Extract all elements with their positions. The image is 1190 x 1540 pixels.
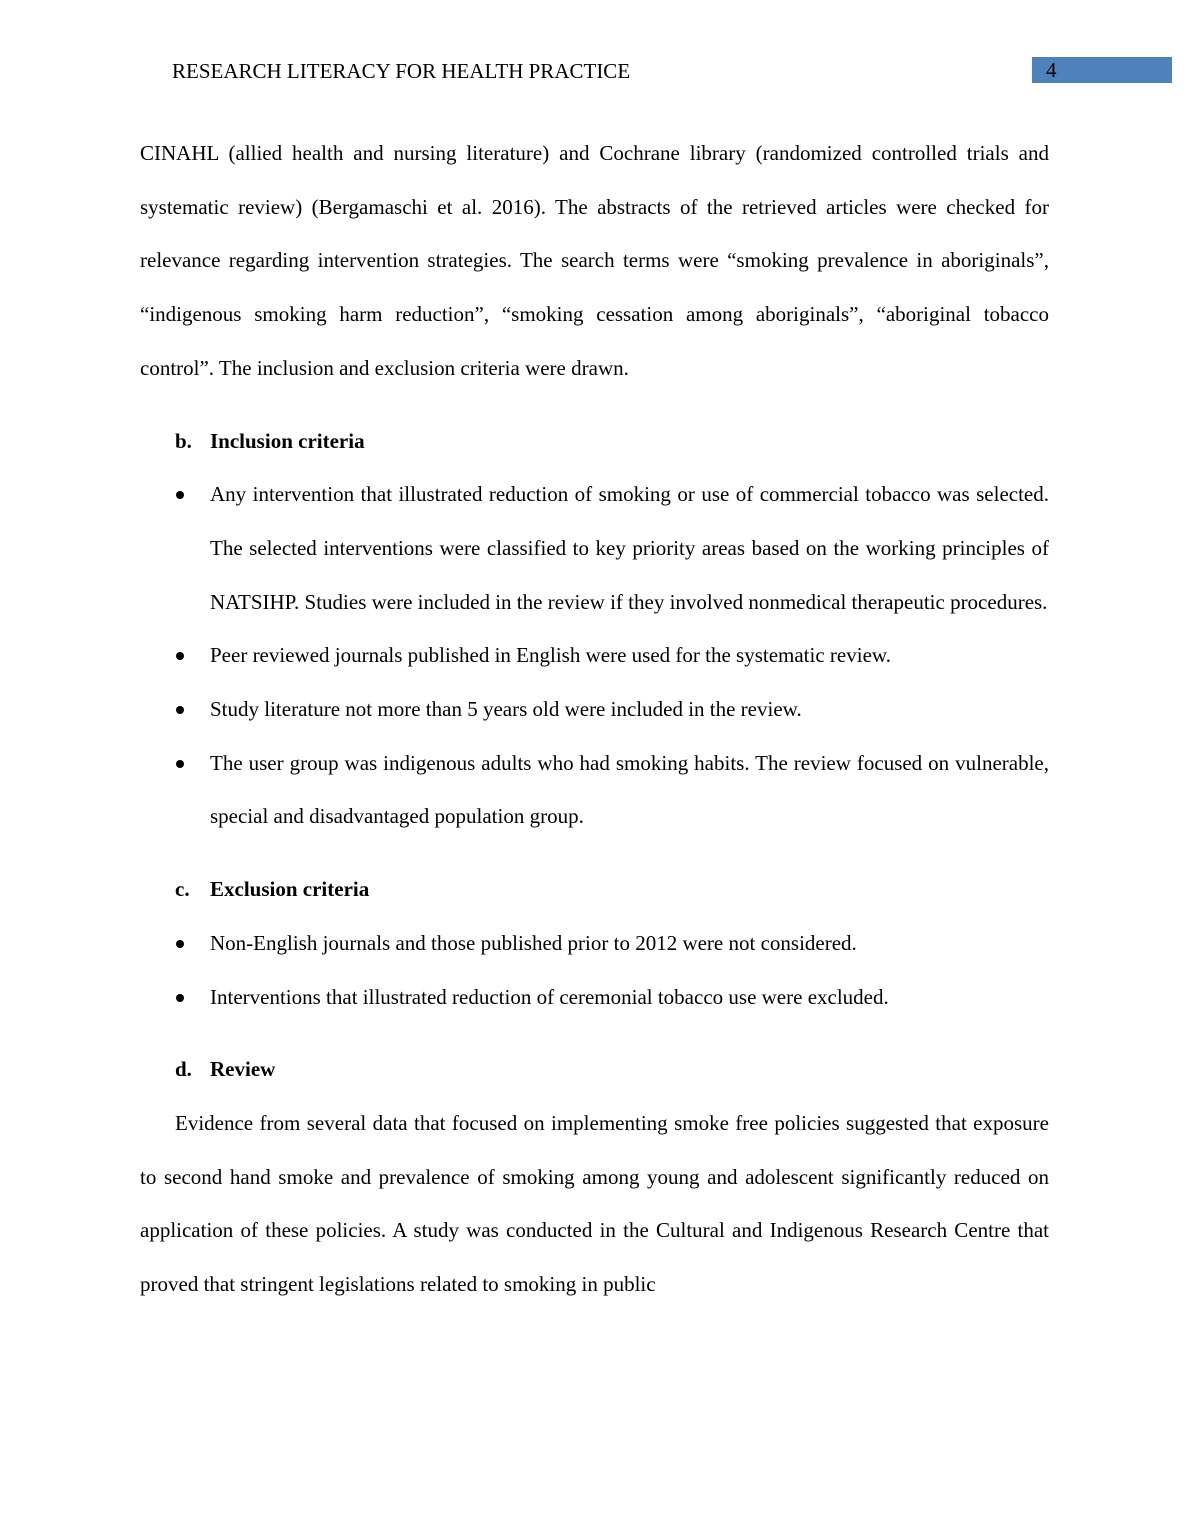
list-item [140, 737, 1049, 844]
list-item [140, 917, 1049, 971]
section-title: Inclusion criteria [210, 428, 365, 453]
bullet-icon [176, 940, 184, 948]
list-item [140, 971, 1049, 1025]
bullet-icon [176, 652, 184, 660]
list-item-text: Non-English journals and those published prior to 2012 were not considered. [210, 930, 857, 955]
bullet-icon [176, 706, 184, 714]
list-item-text: Study literature not more than 5 years old were included in the review. [210, 697, 802, 722]
exclusion-criteria-list [140, 917, 1049, 1024]
page-number-box [1032, 57, 1172, 83]
section-marker: b. [175, 428, 192, 453]
review-paragraph: Evidence from several data that focused on implementing smoke free policies suggested that exposure to second hand smoke and prevalence of smoking among young and adolescent significantly reduced on application of these policies. A study was conducted in the Cultural and Indigenous Research Centre that proved that stringent legislations related to smoking in public [140, 1110, 1049, 1297]
running-head-title: RESEARCH LITERACY FOR HEALTH PRACTICE [172, 59, 631, 83]
section-marker: c. [175, 877, 190, 902]
list-item [140, 468, 1049, 629]
intro-paragraph: CINAHL (allied health and nursing literature) and Cochrane library (randomized controlled trials and systematic review) (Bergamaschi et al. 2016). The abstracts of the retrieved articles were checked for relevance regarding intervention strategies. The search terms were “smoking prevalence in aboriginals”, “indigenous smoking harm reduction”, “smoking cessation among aboriginals”, “aboriginal tobacco control”. The inclusion and exclusion criteria were drawn. [140, 141, 1049, 380]
document-body [140, 127, 1049, 1312]
list-item-text: The user group was indigenous adults who had smoking habits. The review focused on vulnerable, special and disadvantaged population group. [210, 750, 1049, 829]
list-item [140, 629, 1049, 683]
section-heading-exclusion [140, 863, 1049, 917]
list-item [140, 683, 1049, 737]
section-marker: d. [175, 1057, 192, 1082]
bullet-icon [176, 760, 184, 768]
bullet-icon [176, 994, 184, 1002]
inclusion-criteria-list [140, 468, 1049, 844]
section-title: Review [210, 1057, 276, 1082]
page-number: 4 [1046, 58, 1057, 82]
section-heading-inclusion [140, 415, 1049, 469]
list-item-text: Any intervention that illustrated reduction of smoking or use of commercial tobacco was selected. The selected interventions were classified to key priority areas based on the working principles of NATSIHP. Studies were included in the review if they involved nonmedical therapeutic procedures. [210, 482, 1049, 614]
section-heading-review [140, 1043, 1049, 1097]
section-title: Exclusion criteria [210, 877, 370, 902]
list-item-text: Interventions that illustrated reduction of ceremonial tobacco use were excluded. [210, 984, 889, 1009]
list-item-text: Peer reviewed journals published in English were used for the systematic review. [210, 643, 891, 668]
bullet-icon [176, 491, 184, 499]
